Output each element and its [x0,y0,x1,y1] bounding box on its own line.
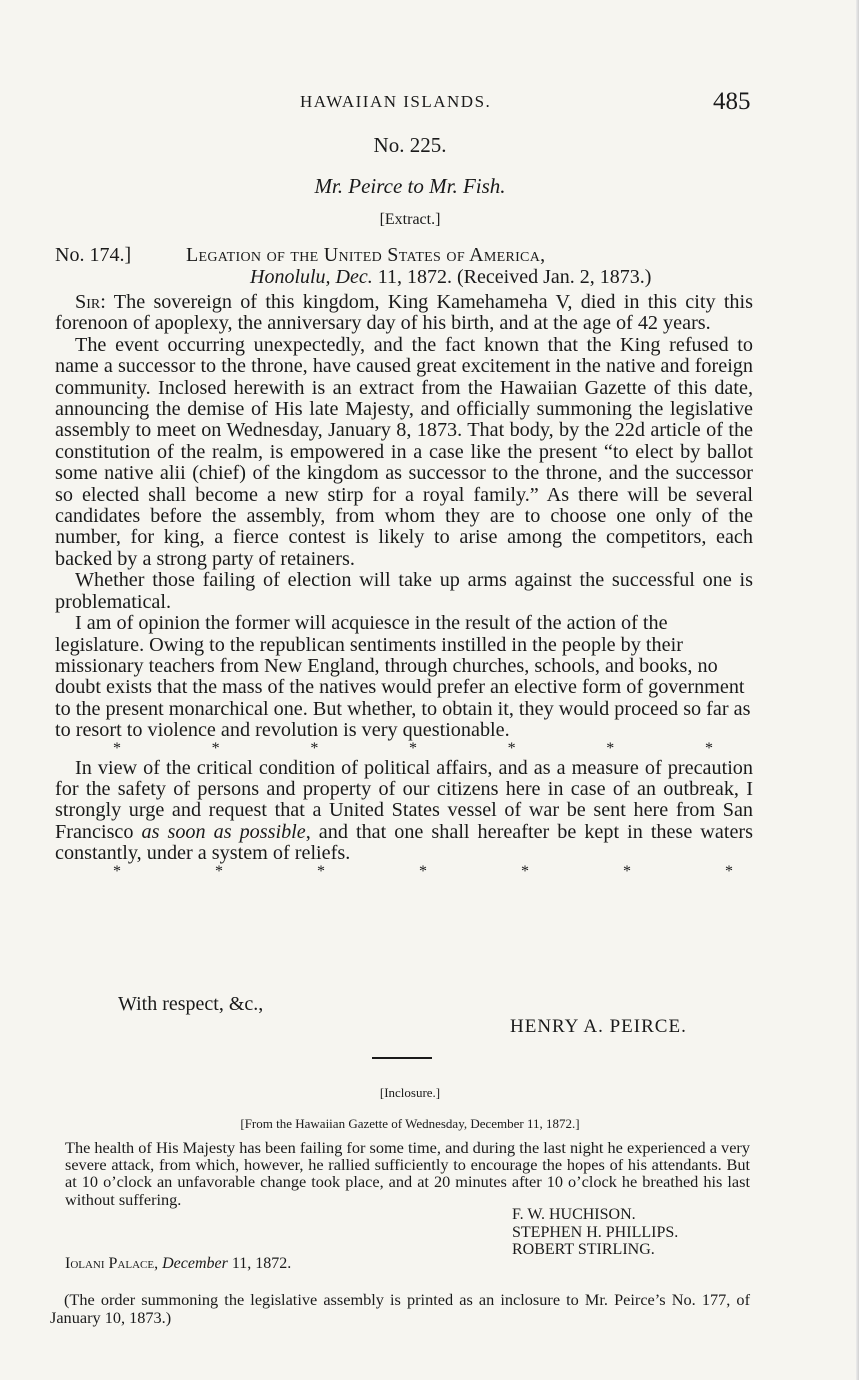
inclosure-paragraph: The health of His Majesty has been failing for some time, and during the last night he experienced a very severe attack, from which, however, he rallied sufficiently to encourage the hopes of his attendants. But at 10 o’clock an unfavorable change took place, and at 20 minutes after 10 o’clock he breathed his last without suffering. [65,1138,750,1209]
document-title: Mr. Peirce to Mr. Fish. [314,174,506,198]
asterisk-separator [113,862,733,881]
asterisk: * [113,739,121,757]
extract-label: [Extract.] [379,211,441,228]
closing: With respect, &c., [118,993,264,1015]
paragraph-5-italic: as soon as possible [141,820,306,843]
asterisk: * [521,862,529,880]
asterisk: * [507,739,516,757]
paragraph: The event occurring unexpectedly, and the fact known that the King refused to name a successor to the throne, have caused great excitement in the native and foreign community. Inclosed herewith is an extract from the Hawaiian Gazette of this date, announcing the demise of His late Majesty, and officially summoning the legislative assembly to meet on Wednesday, January 8, 1873. That body, by the 22d article of the constitution of the realm, is empowered in a case like the present “to elect by ballot some native alii (chief) of the kingdom as successor to the throne, and the successor so elected shall become a new stirp for a royal family.” As there will be several candidates before the assembly, from whom they are to choose one only of the number, for king, a fierce contest is likely to arise among the competitors, each backed by a strong party of retainers. [55,333,753,570]
asterisk: * [317,862,325,880]
paragraph-5-text: In view of the critical condition of political affairs, and as a measure of precaution for the safety of persons and property of our citizens here in case of an outbreak, I strongly urge and request that a United States vessel of war be sent here from San Francisco [55,756,753,843]
asterisk: * [211,739,220,757]
asterisk: * [606,739,615,757]
inclosure-body [65,1139,750,1208]
inclosure-place-date [65,1255,291,1273]
legation-heading: Legation of the United States of America, [186,244,546,266]
paragraph-1-text: : The sovereign of this kingdom, King Kamehameha V, died in this city this forenoon of apoplexy, the anniversary day of his birth, and at the age of 42 years. [55,291,753,335]
date-rest: 11, 1872. [227,1255,292,1272]
letter-body [55,292,753,881]
asterisk: * [310,739,319,757]
asterisk: * [113,862,121,880]
paragraph [55,292,753,335]
document-number: No. 225. [373,133,447,157]
running-head: HAWAIIAN ISLANDS. [300,92,492,111]
note-text: (The order summoning the legislative assembly is printed as an inclosure to Mr. Peirce’s No. 177, of January 10, 1873.) [50,1290,750,1327]
asterisk: * [215,862,223,880]
inclosure-signers [512,1206,678,1259]
place: Iolani Palace, [65,1255,159,1272]
asterisk: * [408,739,417,757]
inclosure-label: [Inclosure.] [379,1085,441,1100]
dateline-place: Honolulu, Dec. [250,266,373,288]
paragraph-5-end: , and that one shall hereafter be kept in these waters constantly, under a system of reliefs. [55,820,753,865]
asterisk: * [704,739,713,757]
inclosure-source: [From the Hawaiian Gazette of Wednesday, December 11, 1872.] [240,1116,580,1131]
dateline [250,266,651,289]
signature: HENRY A. PEIRCE. [510,1016,687,1037]
asterisk: * [623,862,631,880]
asterisk: * [725,862,733,880]
dateline-date: 11, 1872. (Received Jan. 2, 1873.) [372,266,652,288]
section-divider [372,1057,432,1059]
paragraph: Whether those failing of election will take up arms against the successful one is problematical. [55,569,753,613]
asterisk-separator [113,739,713,758]
asterisk: * [419,862,427,880]
date-month: December [162,1255,228,1272]
paragraph: I am of opinion the former will acquiesce in the result of the action of the legislature. Owing to the republican sentiments instilled in the people by their missionary teachers from New England, through churches, schools, and books, no doubt exists that the mass of the natives would prefer an elective form of government to the present monarchical one. But whether, to obtain it, they would proceed so far as to resort to violence and revolution is very questionable. [55,612,751,742]
signer: STEPHEN H. PHILLIPS. [512,1223,679,1241]
page-number: 485 [713,88,751,115]
paragraph [55,758,753,865]
dispatch-number: No. 174.] [55,244,132,266]
signer: F. W. HUCHISON. [512,1206,636,1223]
salutation: Sir [75,291,101,313]
signer: ROBERT STIRLING. [512,1241,655,1258]
editorial-note [50,1291,750,1326]
page-header [0,88,859,118]
